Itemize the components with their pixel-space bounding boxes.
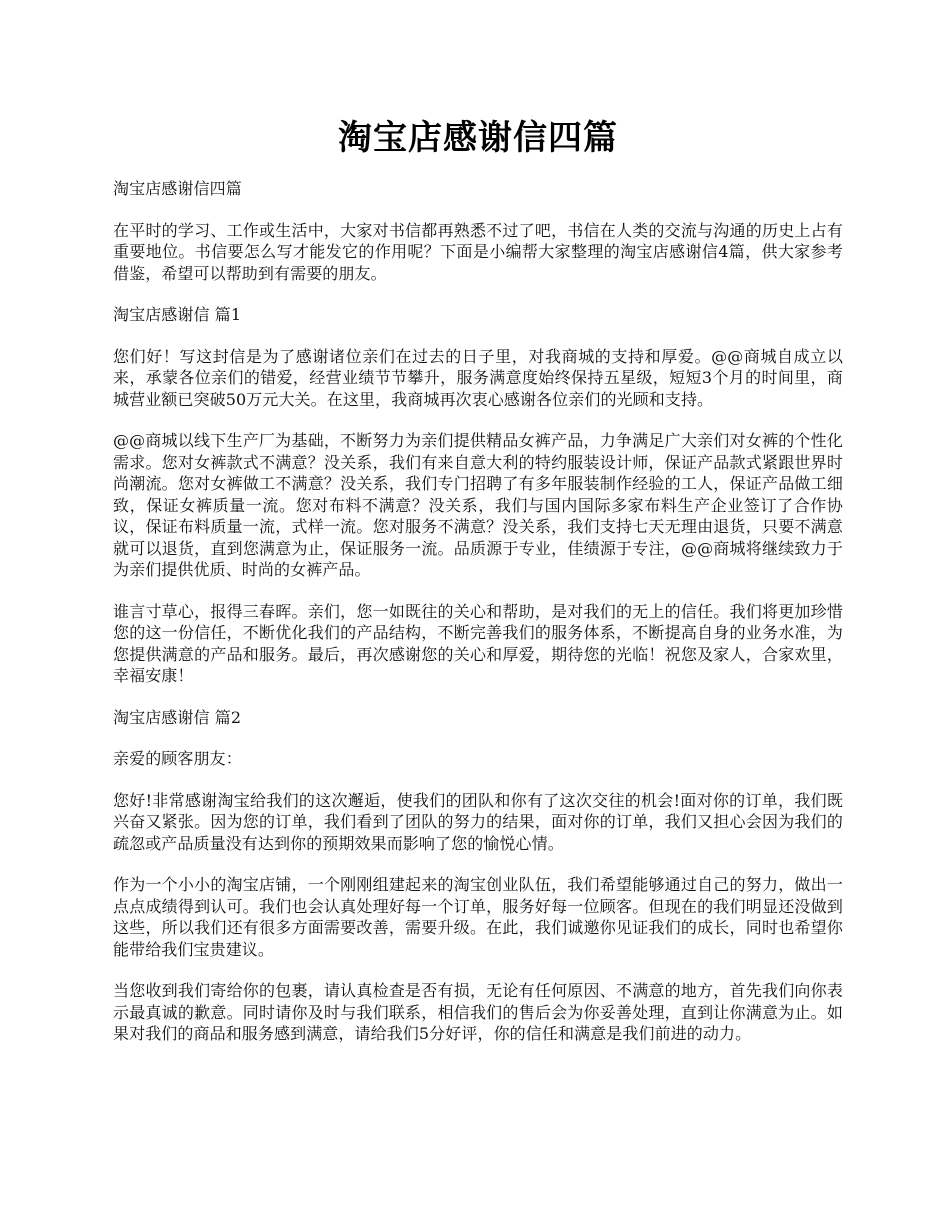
intro-paragraph: 在平时的学习、工作或生活中，大家对书信都再熟悉不过了吧，书信在人类的交流与沟通的历史上占有重要地位。书信要怎么写才能发它的作用呢？下面是小编帮大家整理的淘宝店感谢信4篇，供大家参考借鉴，希望可以帮助到有需要的朋友。 xyxy=(113,220,843,283)
section-heading-2: 淘宝店感谢信 篇2 xyxy=(113,707,242,727)
letter2-paragraph: 作为一个小小的淘宝店铺，一个刚刚组建起来的淘宝创业队伍，我们希望能够通过自己的努力，做出一点点成绩得到认可。我们也会认真处理好每一个订单，服务好每一位顾客。但现在的我们明显还没做到这些，所以我们还有很多方面需要改善，需要升级。在此，我们诚邀你见证我们的成长，同时也希望你能带给我们宝贵建议。 xyxy=(113,875,843,959)
letter2-salutation: 亲爱的顾客朋友： xyxy=(113,749,242,768)
letter1-paragraph: @@商城以线下生产厂为基础，不断努力为亲们提供精品女裤产品，力争满足广大亲们对女裤的个性化需求。您对女裤款式不满意？没关系，我们有来自意大利的特约服装设计师，保证产品款式紧跟世界时尚潮流。您对女裤做工不满意？没关系，我们专门招聘了有多年服装制作经验的工人，保证产品做工细致，保证女裤质量一流。您对布料不满意？没关系，我们与国内国际多家布料生产企业签订了合作协议，保证布料质量一流，式样一流。您对服务不满意？没关系，我们支持七天无理由退货，只要不满意就可以退货，直到您满意为止，保证服务一流。品质源于专业，佳绩源于专注，@@商城将继续致力于为亲们提供优质、时尚的女裤产品。 xyxy=(113,431,843,579)
document-subtitle: 淘宝店感谢信四篇 xyxy=(113,179,242,198)
letter1-paragraph: 您们好！写这封信是为了感谢诸位亲们在过去的日子里，对我商城的支持和厚爱。@@商城自成立以来，承蒙各位亲们的错爱，经营业绩节节攀升，服务满意度始终保持五星级，短短3个月的时间里，商城营业额已突破50万元大关。在这里，我商城再次衷心感谢各位亲们的光顾和支持。 xyxy=(113,346,843,409)
document-title: 淘宝店感谢信四篇 xyxy=(338,118,618,158)
letter2-paragraph: 您好!非常感谢淘宝给我们的这次邂逅，使我们的团队和你有了这次交往的机会!面对你的订单，我们既兴奋又紧张。因为您的订单，我们看到了团队的努力的结果，面对你的订单，我们又担心会因为我们的疏忽或产品质量没有达到你的预期效果而影响了您的愉悦心情。 xyxy=(113,790,843,853)
document-page xyxy=(113,0,843,1065)
letter1-paragraph: 谁言寸草心，报得三春晖。亲们，您一如既往的关心和帮助，是对我们的无上的信任。我们将更加珍惜您的这一份信任，不断优化我们的产品结构，不断完善我们的服务体系，不断提高自身的业务水准，为您提供满意的产品和服务。最后，再次感谢您的关心和厚爱，期待您的光临！祝您及家人，合家欢里，幸福安康！ xyxy=(113,601,843,685)
section-heading-1: 淘宝店感谢信 篇1 xyxy=(113,305,242,324)
letter2-paragraph: 当您收到我们寄给你的包裹，请认真检查是否有损，无论有任何原因、不满意的地方，首先我们向你表示最真诚的歉意。同时请你及时与我们联系，相信我们的售后会为你妥善处理，直到让你满意为止。如果对我们的商品和服务感到满意，请给我们5分好评，你的信任和满意是我们前进的动力。 xyxy=(113,981,843,1043)
